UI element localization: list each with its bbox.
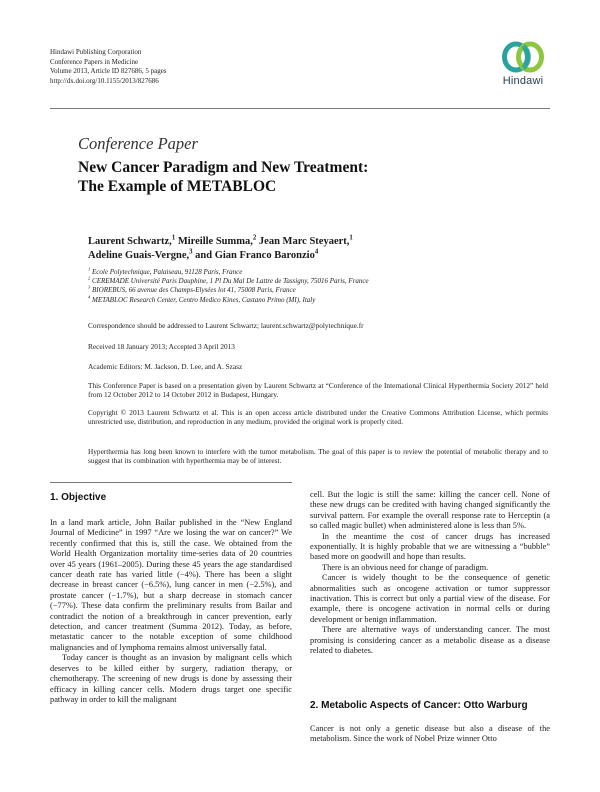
author-name: and Gian Franco Baronzio xyxy=(195,250,315,261)
body-paragraph: There are alternative ways of understanding cancer. The most promising is considering cancer as a metabolic disease as a disease related to diabetes. xyxy=(310,625,550,656)
body-paragraph: In the meantime the cost of cancer drugs has increased exponentially. It is highly probable that we are witnessing a “bubble” based more on goodwill and hope than results. xyxy=(310,531,550,562)
section2-body xyxy=(310,724,550,745)
affiliation-item xyxy=(88,286,528,295)
author-affil-number: 1 xyxy=(349,234,353,242)
section-rule-left xyxy=(50,482,292,483)
affiliation-number: 3 xyxy=(88,285,91,291)
section-heading-objective: 1. Objective xyxy=(50,492,107,503)
author-affil-number: 4 xyxy=(314,248,319,256)
author-name: Jean Marc Steyaert, xyxy=(258,236,350,247)
affiliation-text: METABLOC Research Center, Centro Medico Kines, Castano Primo (MI), Italy xyxy=(92,295,316,304)
abstract-text: Hyperthermia has long been known to interfere with the tumor metabolism. The goal of this paper is to review the potential of metabolic therapy and to suggest that its combination with hyperthermia may be of interest. xyxy=(88,447,548,466)
author-affil-number: 2 xyxy=(252,234,257,242)
hindawi-rings-icon xyxy=(501,40,545,74)
affiliation-text: CEREMADE Université Paris Dauphine, 1 Pl Du Mal De Lattre de Tassigny, 75016 Paris, France xyxy=(92,277,369,286)
body-paragraph: cell. But the logic is still the same: killing the cancer cell. None of these new drugs can be credited with having changed significantly the survival pattern. For example the overall response rate to Herceptin (a so called magic bullet) when administered alone is less than 5%. xyxy=(310,490,550,531)
article-title xyxy=(78,158,498,196)
title-line-2: The Example of METABLOC xyxy=(78,178,277,195)
affiliation-number: 2 xyxy=(88,275,91,281)
body-paragraph: In a land mark article, John Bailar published in the “New England Journal of Medicine” in 1997 “Are we losing the war on cancer?” We recently confirmed that this is, still the case. We obtained from the World Health Organization mortality time-series data of 20 countries over 45 years (1961–2005). During these 45 years the age standardised cancer death rate has varied little (−4%). There has been a slight decrease in breast cancer (−6.5%), lung cancer in men (−2.5%), and prostate cancer (−1.7%), but a sharp decrease in stomach cancer (−77%). These data confirm the preliminary results from Bailar and contradict the notion of a breakthrough in cancer prevention, early detection, and cancer treatment (Summa 2012). Today, as before, metastatic cancer to the notable exception of some childhood malignancies and of lymphoma remains almost universally fatal. xyxy=(50,518,292,652)
article-type: Conference Paper xyxy=(78,134,198,153)
conference-note: This Conference Paper is based on a presentation given by Laurent Schwartz at “Conference of the International Clinical Hyperthermia Society 2012” held from 12 October 2012 to 14 October 2012 in Budapest, Hungary. xyxy=(88,381,548,400)
body-paragraph: Cancer is widely thought to be the consequence of genetic abnormalities such as oncogene activation or tumor suppressor inactivation. This is correct but only a partial view of the disease. For example, there is oncogene activation in normal cells or during development or benign inflammation. xyxy=(310,573,550,624)
right-column-body xyxy=(310,490,550,657)
affiliation-item xyxy=(88,296,528,305)
body-paragraph: There is an obvious need for change of paradigm. xyxy=(322,562,489,572)
header-divider xyxy=(50,108,550,109)
affiliation-number: 1 xyxy=(88,266,91,272)
author-affil-number: 1 xyxy=(171,234,176,242)
volume-info: Volume 2013, Article ID 827686, 5 pages xyxy=(50,67,167,76)
affiliation-number: 4 xyxy=(88,294,91,300)
body-paragraph: Cancer is not only a genetic disease but also a disease of the metabolism. Since the work of Nobel Prize winner Otto xyxy=(310,724,550,744)
author-list xyxy=(88,235,528,263)
body-paragraph: Today cancer is thought as an invasion by malignant cells which deserves to be killed either by surgery, radiation therapy, or chemotherapy. The screening of new drugs is done by assessing their efficacy in killing cancer cells. Modern drugs target one specific pathway in order to kill the malignant xyxy=(50,653,292,704)
journal-header-info xyxy=(50,48,167,86)
section-heading-metabolic: 2. Metabolic Aspects of Cancer: Otto Warburg xyxy=(310,700,528,711)
affiliation-text: Ecole Polytechnique, Palaiseau, 91128 Paris, France xyxy=(92,268,243,276)
author-name: Laurent Schwartz, xyxy=(88,236,172,247)
hindawi-logo xyxy=(492,40,554,87)
journal-name: Conference Papers in Medicine xyxy=(50,57,139,66)
author-affil-number: 3 xyxy=(189,248,193,256)
publisher-name: Hindawi Publishing Corporation xyxy=(50,48,142,56)
correspondence-note: Correspondence should be addressed to Laurent Schwartz; laurent.schwartz@polytechnique.fr xyxy=(88,321,364,330)
authors-line-1 xyxy=(88,235,528,249)
affiliation-list xyxy=(88,268,528,305)
affiliation-item xyxy=(88,268,528,277)
affiliation-text: BIOREBUS, 66 avenue des Champs-Elysées lot 41, 75008 Paris, France xyxy=(92,286,296,295)
title-line-1: New Cancer Paradigm and New Treatment: xyxy=(78,159,369,176)
received-dates: Received 18 January 2013; Accepted 3 April 2013 xyxy=(88,342,235,351)
copyright-notice: Copyright © 2013 Laurent Schwartz et al. This is an open access article distributed under the Creative Commons Attribution License, which permits unrestricted use, distribution, and reproduction in any medium, provided the original work is properly cited. xyxy=(88,408,548,427)
author-name: Adeline Guais-Vergne, xyxy=(88,250,190,261)
author-name: Mireille Summa, xyxy=(177,236,253,247)
academic-editors: Academic Editors: M. Jackson, D. Lee, and A. Szasz xyxy=(88,362,243,371)
left-column-body xyxy=(50,518,292,705)
hindawi-logo-text: Hindawi xyxy=(502,75,544,87)
doi-link[interactable]: http://dx.doi.org/10.1155/2013/827686 xyxy=(50,76,159,85)
authors-line-2 xyxy=(88,249,528,263)
